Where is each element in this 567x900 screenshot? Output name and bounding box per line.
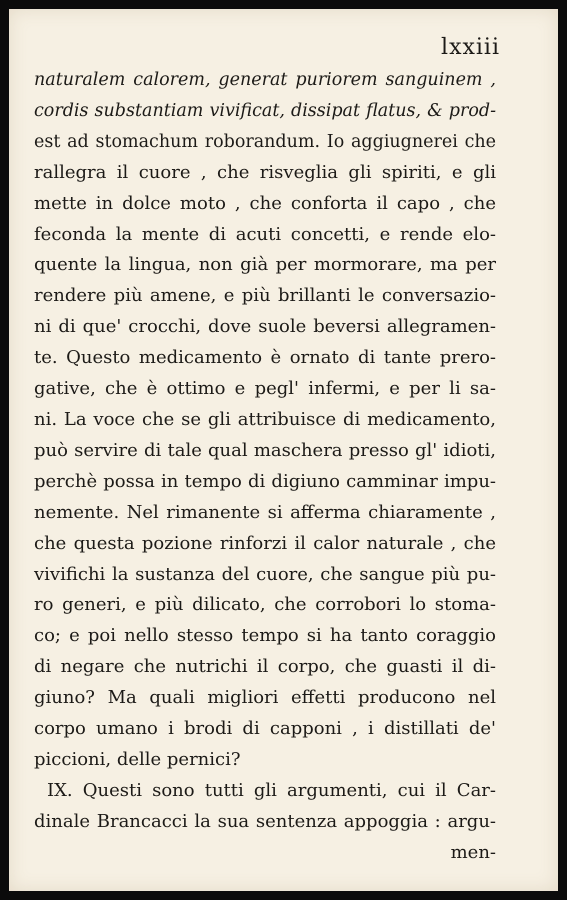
text-line: te. Questo medicamento è ornato di tante prero- bbox=[34, 347, 496, 369]
text-line: feconda la mente di acuti concetti, e rende elo- bbox=[34, 223, 496, 245]
text-line: rendere più amene, e più brillanti le conversazio- bbox=[34, 285, 496, 307]
text-line: che questa pozione rinforzi il calor naturale , che bbox=[34, 532, 496, 554]
text-line: est ad stomachum roborandum. Io aggiugnerei che bbox=[34, 131, 496, 152]
text-line: ni. La voce che se gli attribuisce di medicamento, bbox=[34, 408, 496, 430]
book-page bbox=[9, 9, 558, 891]
text-line: può servire di tale qual maschera presso gl' idioti, bbox=[34, 439, 496, 461]
text-line: quente la lingua, non già per mormorare, ma per bbox=[34, 254, 496, 276]
catchword: men- bbox=[450, 841, 496, 863]
text-line: naturalem calorem, generat puriorem sanguinem , bbox=[34, 70, 496, 90]
text-line: ni di que' crocchi, dove suole beversi allegramen- bbox=[34, 316, 496, 338]
text-line: cordis substantiam vivificat, dissipat flatus, & prod- bbox=[34, 100, 496, 121]
text-line: vivifichi la sustanza del cuore, che sangue più pu- bbox=[34, 563, 496, 585]
text-line: di negare che nutrichi il corpo, che guasti il di- bbox=[34, 656, 496, 678]
text-line: dinale Brancacci la sua sentenza appoggia : argu- bbox=[34, 810, 496, 832]
text-line: nemente. Nel rimanente si afferma chiaramente , bbox=[34, 501, 496, 523]
text-line: mette in dolce moto , che conforta il capo , che bbox=[34, 192, 496, 214]
section-ix-first-line: IX. Questi sono tutti gli argumenti, cui il Car- bbox=[47, 779, 496, 801]
text-line: perchè possa in tempo di digiuno camminar impu- bbox=[34, 470, 496, 492]
page-body bbox=[34, 65, 496, 869]
text-line: gative, che è ottimo e pegl' infermi, e per li sa- bbox=[34, 378, 496, 400]
text-line: rallegra il cuore , che risveglia gli spiriti, e gli bbox=[34, 161, 496, 183]
text-line: co; e poi nello stesso tempo si ha tanto coraggio bbox=[34, 625, 496, 647]
text-line: corpo umano i brodi di capponi , i distillati de' bbox=[34, 718, 496, 740]
paragraph-end-line: piccioni, delle pernici? bbox=[34, 748, 241, 770]
page-number: lxxiii bbox=[441, 35, 500, 60]
text-line: ro generi, e più dilicato, che corrobori lo stoma- bbox=[34, 594, 496, 616]
text-line: giuno? Ma quali migliori effetti producono nel bbox=[34, 687, 496, 709]
